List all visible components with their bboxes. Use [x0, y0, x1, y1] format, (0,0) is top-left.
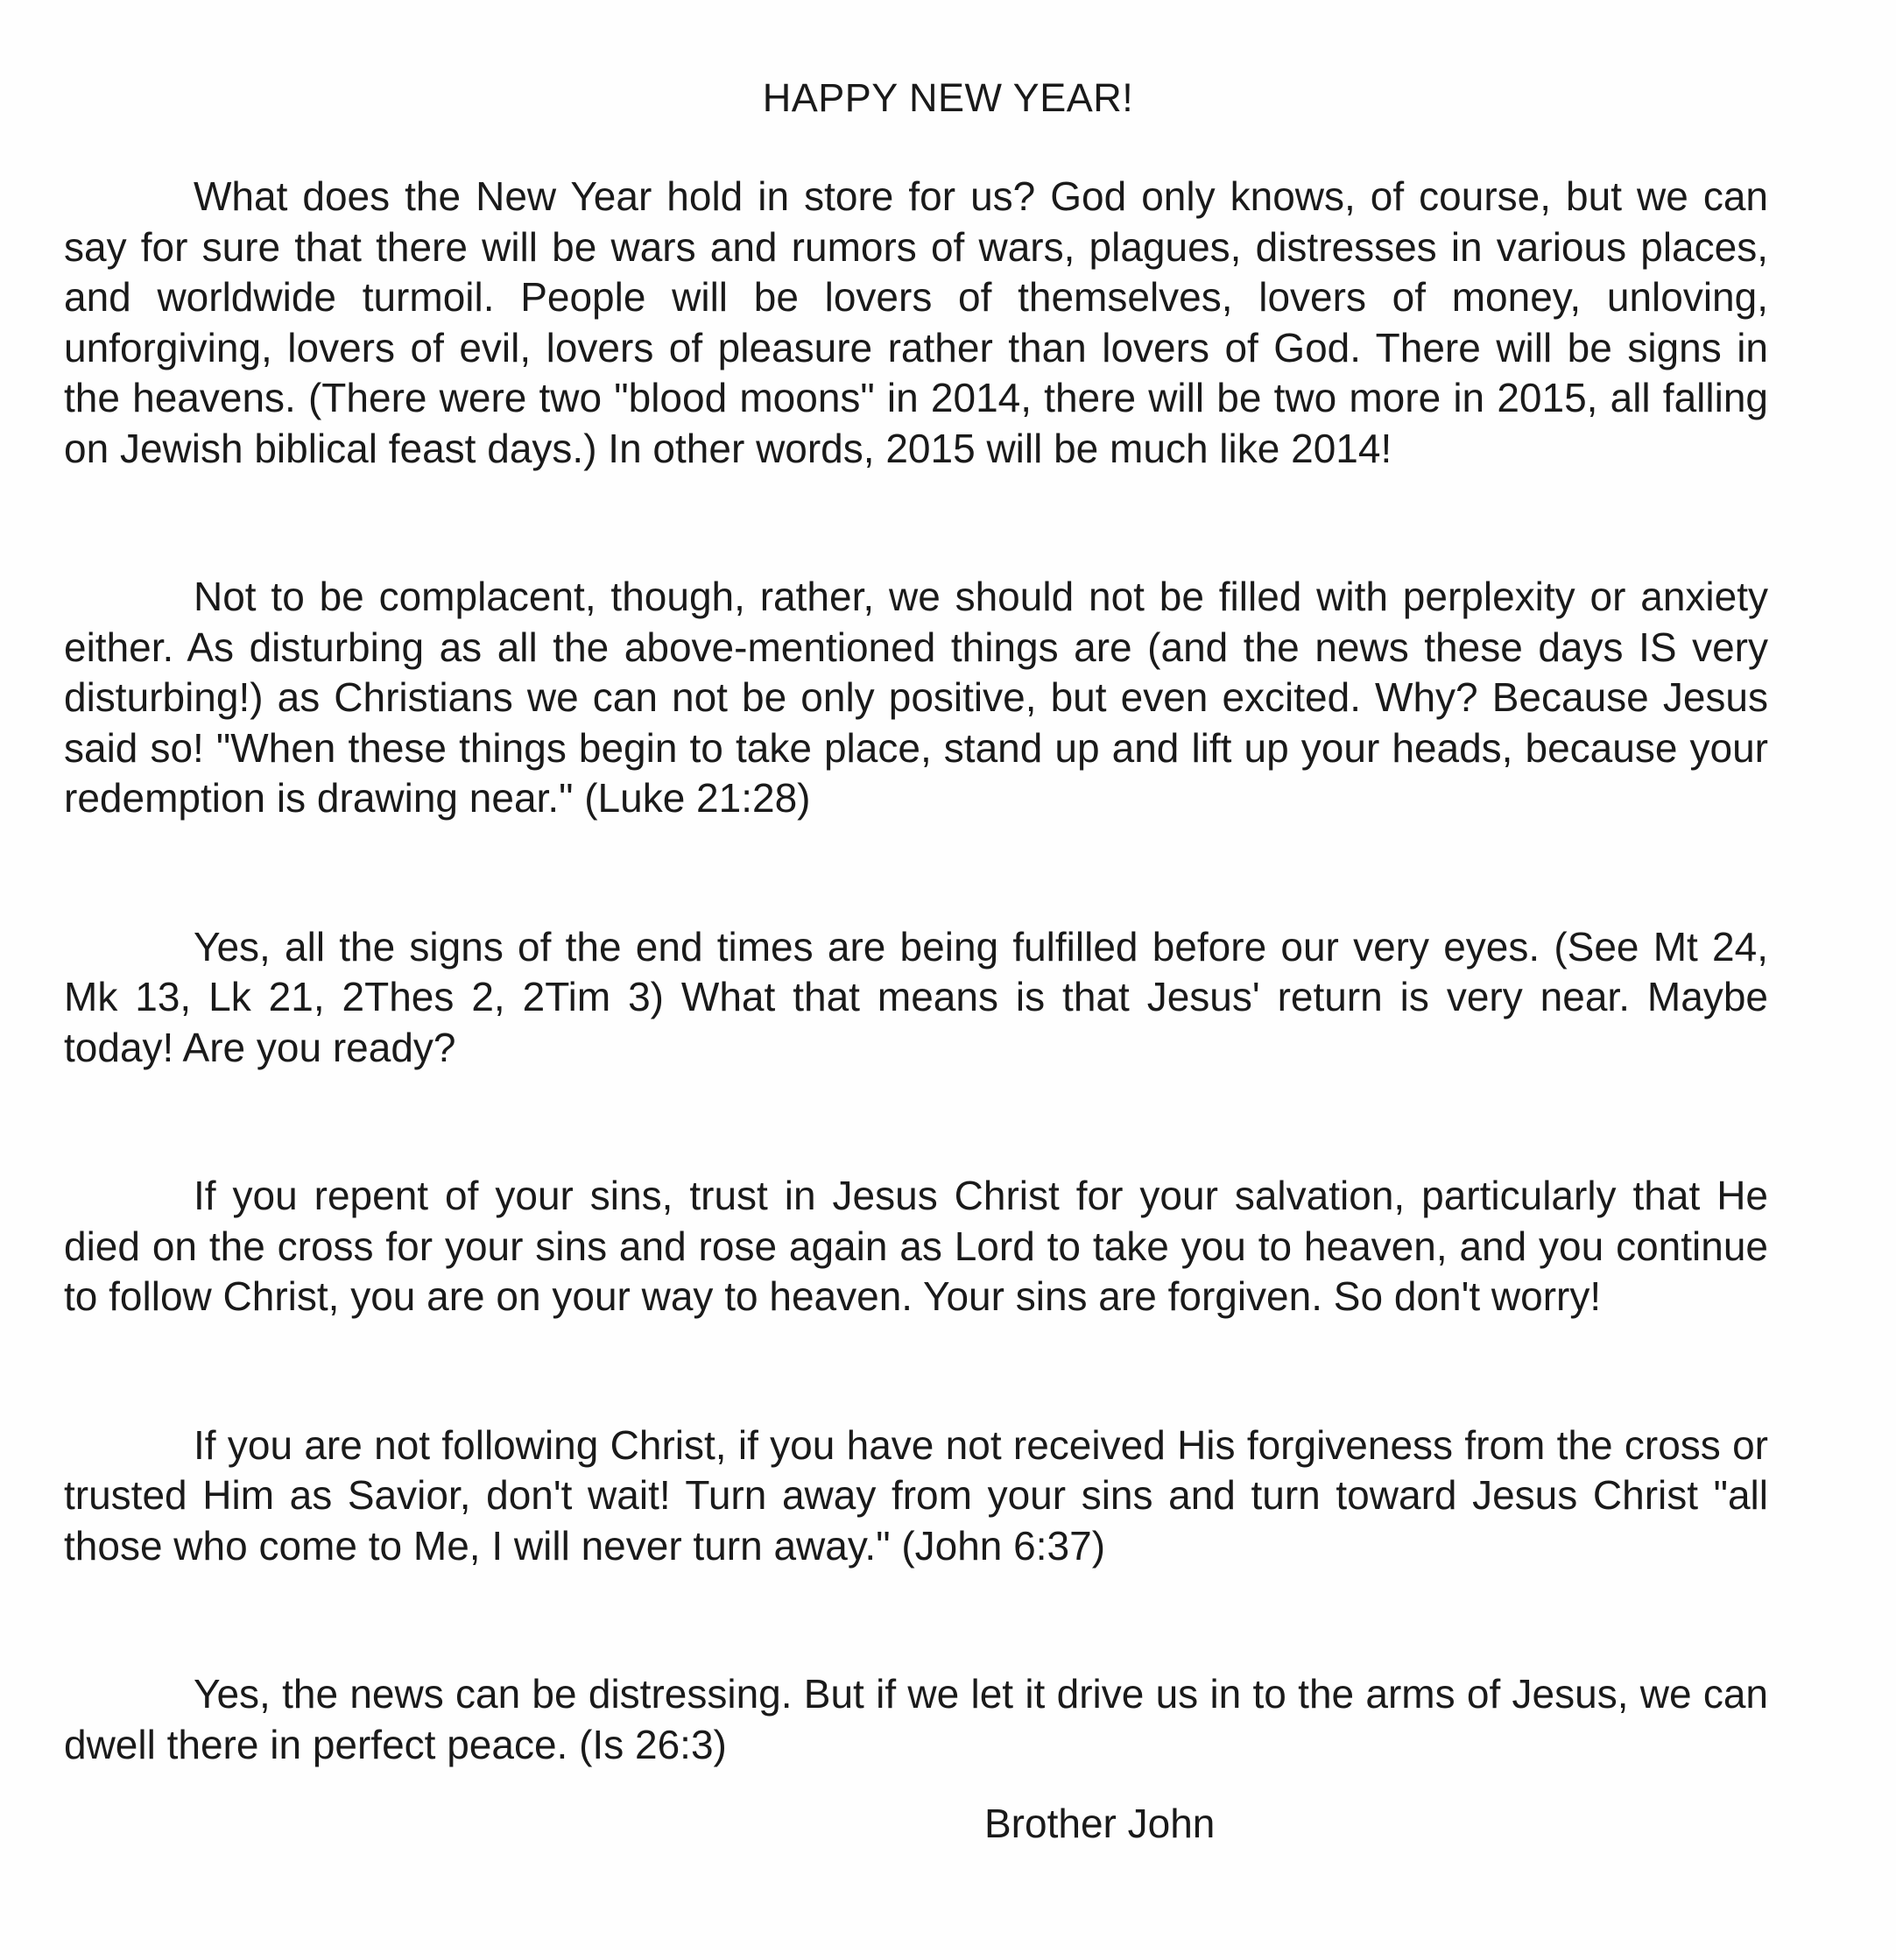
paragraph-3: Yes, all the signs of the end times are being fulfilled before our very eyes. (See Mt 24, Mk 13, Lk 21, 2Thes 2, 2Tim 3) What that means is that Jesus' return is very near. Maybe today! Are you ready?: [64, 923, 1768, 1070]
paragraph-4: If you repent of your sins, trust in Jesus Christ for your salvation, particularly that He died on the cross for your sins and rose again as Lord to take you to heaven, and you continue to follow Christ, you are on your way to heaven. Your sins are forgiven. So don't worry!: [64, 1173, 1768, 1319]
paragraph-2: Not to be complacent, though, rather, we should not be filled with perplexity or anxiety either. As disturbing as all the above-mentioned things are (and the news these days IS very disturbing!) as Christians we can not be only positive, but even excited. Why? Because Jesus said so! "When these things begin to take place, stand up and lift up your heads, because your redemption is drawing near." (Luke 21:28): [64, 574, 1768, 821]
letter-body: [64, 172, 1768, 1868]
paragraph-5: If you are not following Christ, if you have not received His forgiveness from the cross or trusted Him as Savior, don't wait! Turn away from your sins and turn toward Jesus Christ "all those who come to Me, I will never turn away." (John 6:37): [64, 1421, 1768, 1569]
paragraph-6: Yes, the news can be distressing. But if we let it drive us in to the arms of Jesus, we can dwell there in perfect peace. (Is 26:3): [64, 1671, 1768, 1767]
signature: Brother John: [984, 1801, 1216, 1846]
paragraph-1: What does the New Year hold in store for us? God only knows, of course, but we can say for sure that there will be wars and rumors of wars, plagues, distresses in various places, and worldwide turmoil. People will be lovers of themselves, lovers of money, unloving, unforgiving, lovers of evil, lovers of pleasure rather than lovers of God. There will be signs in the heavens. (There were two "blood moons" in 2014, there will be two more in 2015, all falling on Jewish biblical feast days.) In other words, 2015 will be much like 2014!: [64, 173, 1768, 471]
letter-title: HAPPY NEW YEAR!: [762, 75, 1134, 120]
